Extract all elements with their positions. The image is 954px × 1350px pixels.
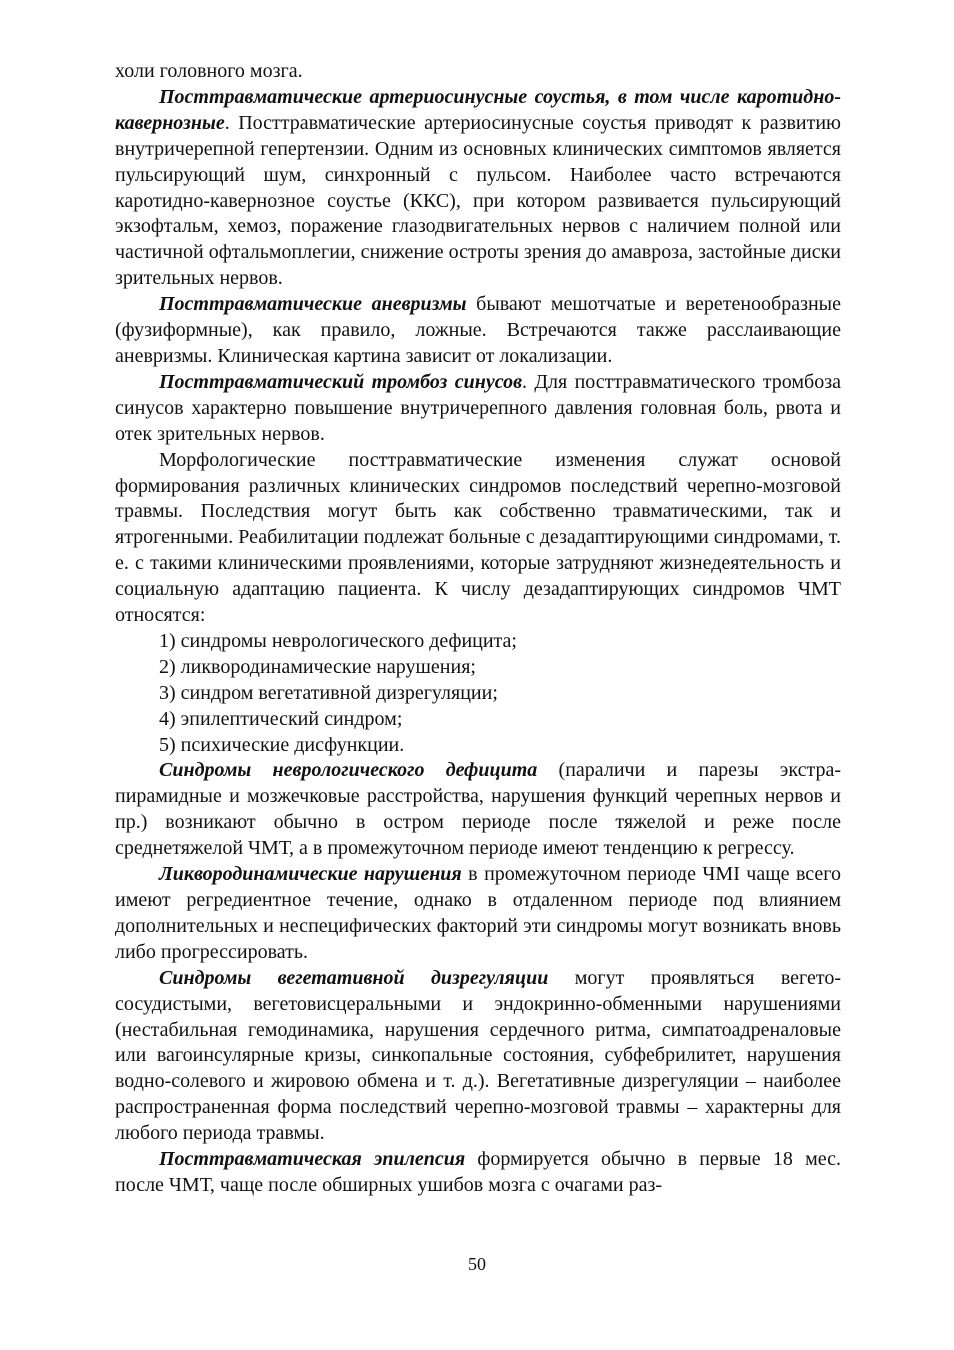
paragraph-text: (параличи и парезы экстрапирамидные и мозжечковые расстройства, нарушения функций черепных нервов и пр.) возникают обычно в остром периоде после тяжелой и реже после среднетяжелой ЧМТ, а в промежуточном периоде имеют тенденцию к регрессу. <box>115 759 842 860</box>
paragraph-vegetative <box>115 966 841 1147</box>
paragraph-aneurysms <box>115 292 841 370</box>
paragraph-sinus-thrombosis <box>115 370 841 448</box>
paragraph-heading: Ликвородинамические нарушения <box>159 863 462 886</box>
paragraph-text: формируется обычно в первые 18 мес. после ЧМТ, чаще после обширных ушибов мозга с очагами раз- <box>115 1148 841 1196</box>
list-item: 2) ликвородинамические нарушения; <box>159 655 476 678</box>
document-body <box>115 59 841 1199</box>
list-item: 4) эпилептический синдром; <box>159 707 403 730</box>
paragraph-text: . Для посттравматического тромбоза синусов характерно повышение внутричерепного давления головная боль, рвота и отек зрительных нервов. <box>115 370 842 445</box>
paragraph-heading: Посттравматические артериосинусные соустья, в том числе каротидно-кавернозные <box>115 85 841 134</box>
paragraph-liquor-dynamics <box>115 862 841 966</box>
intro-line: холи головного мозга. <box>115 60 303 82</box>
syndromes-list <box>115 629 841 759</box>
paragraph-heading: Посттравматические аневризмы <box>159 293 467 316</box>
paragraph-epilepsy <box>115 1147 841 1199</box>
paragraph-morphology <box>115 448 841 629</box>
list-item: 3) синдром вегетативной дизрегуляции; <box>159 681 498 704</box>
paragraph-heading: Синдромы неврологического дефицита <box>159 759 538 782</box>
paragraph-text: в промежуточном периоде ЧМІ чаще всего имеют регредиентное течение, однако в отдаленном периоде под влиянием дополнительных и неспецифических факторий эти синдромы могут возникать вновь либо прогрессировать. <box>115 863 841 963</box>
list-item: 5) психические дисфункции. <box>159 733 405 756</box>
paragraph-text: . Посттравматические артериосинусные соустья приводят к развитию внутричерепной гепертензии. Одним из основных клинических симптомов является пульсирующий шум, синхронный с пульсом. Наиболее часто встречаются каротидно-кавернозное соустье (ККС), при котором развивается пульсирующий экзофтальм, хемоз, поражение глазодвигательных нервов с наличием полной или частичной офтальмоплегии, снижение остроты зрения до амавроза, застойные диски зрительных нервов. <box>115 111 841 290</box>
paragraph-av-fistula <box>115 85 841 292</box>
paragraph-heading: Посттравматическая эпилепсия <box>159 1148 466 1171</box>
paragraph-text: бывают мешотчатые и веретенообразные (фузиформные), как правило, ложные. Встречаются также расслаивающие аневризмы. Клиническая картина зависит от локализации. <box>115 293 842 367</box>
paragraph-neuro-deficit <box>115 758 841 862</box>
paragraph-heading: Посттравматический тромбоз синусов <box>159 370 523 393</box>
list-item: 1) синдромы неврологического дефицита; <box>159 629 517 652</box>
page-number: 50 <box>468 1254 486 1274</box>
paragraph-text: Морфологические посттравматические изменения служат основой формирования различных клинических синдромов последствий черепно-мозговой травмы. Последствия могут быть как собственно травматическими, так и ятрогенными. Реабилитации подлежат больные с дезадаптирующими синдромами, т. е. с такими клиническими проявлениями, которые затрудняют жизнедеятельность и социальную адаптацию пациента. К числу дезадаптирующих синдромов ЧМТ относятся: <box>115 448 841 627</box>
paragraph-text: могут проявляться вегетососудистыми, вегетовисцеральными и эндокринно-обменными нарушениями (нестабильная гемодинамика, нарушения сердечного ритма, симпатоадреналовые или вагоинсулярные кризы, синкопальные состояния, субфебрилитет, нарушения водно-солевого и жировою обмена и т. д.). Вегетативные дизрегуляции – наиболее распространенная форма последствий черепно-мозговой травмы – характерны для любого периода травмы. <box>115 966 841 1145</box>
paragraph-heading: Синдромы вегетативной дизрегуляции <box>159 966 549 989</box>
